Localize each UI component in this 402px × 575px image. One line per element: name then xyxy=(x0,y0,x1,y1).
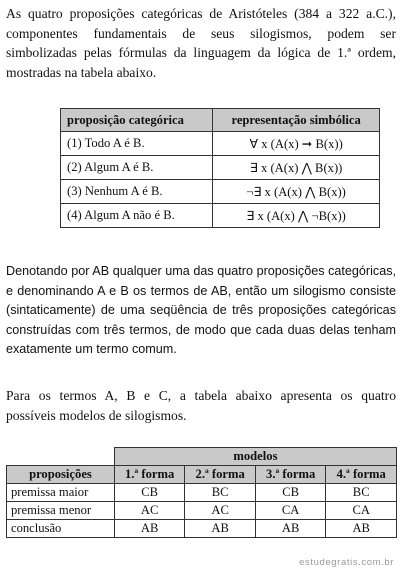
table-cell: BC xyxy=(185,483,256,501)
group-header-row xyxy=(7,448,397,466)
proposition-cell: (2) Algum A é B. xyxy=(61,156,213,180)
propositions-table xyxy=(60,108,380,228)
table-cell: CA xyxy=(326,501,397,519)
symbolic-cell: ∃ x (A(x) ⋀ ¬B(x)) xyxy=(213,204,380,228)
row-header-propositions: proposições xyxy=(7,465,115,483)
table-cell: AB xyxy=(326,519,397,537)
table-header-row xyxy=(61,109,380,132)
definition-line: construídas com três termos, de modo que cada duas delas tenham xyxy=(6,322,396,337)
table-cell: AB xyxy=(114,519,185,537)
column-header-proposition: proposição categórica xyxy=(61,109,213,132)
table-row xyxy=(61,180,380,204)
intro-paragraph xyxy=(6,4,396,82)
proposition-cell: (3) Nenhum A é B. xyxy=(61,180,213,204)
table-cell: CA xyxy=(255,501,326,519)
column-header-form-3: 3.ª forma xyxy=(255,465,326,483)
table-cell: AC xyxy=(185,501,256,519)
proposition-cell: (1) Todo A é B. xyxy=(61,132,213,156)
definition-paragraph xyxy=(6,262,396,360)
column-header-form-1: 1.ª forma xyxy=(114,465,185,483)
intro-line: mostradas na tabela abaixo. xyxy=(6,64,157,80)
table-cell: CB xyxy=(255,483,326,501)
empty-corner-cell xyxy=(7,448,115,466)
column-header-form-2: 2.ª forma xyxy=(185,465,256,483)
proposition-cell: (4) Algum A não é B. xyxy=(61,204,213,228)
table-row xyxy=(61,204,380,228)
table-cell: AB xyxy=(255,519,326,537)
definition-line: e denominando A e B os termos de AB, então um silogismo consiste xyxy=(6,283,396,298)
models-intro-line: Para os termos A, B e C, a tabela abaixo apresenta os quatro xyxy=(6,388,396,403)
watermark: estudegratis.com.br xyxy=(299,557,394,568)
syllogism-models-table xyxy=(6,447,397,538)
intro-line: simbolizadas pelas fórmulas da linguagem da lógica de 1.ª ordem, xyxy=(6,45,396,60)
table-row xyxy=(7,501,397,519)
column-header-row xyxy=(7,465,397,483)
row-label: conclusão xyxy=(7,519,115,537)
models-intro-line: possíveis modelos de silogismos. xyxy=(6,407,187,423)
models-intro-paragraph xyxy=(6,386,396,425)
row-label: premissa menor xyxy=(7,501,115,519)
table-row xyxy=(7,519,397,537)
table-cell: AC xyxy=(114,501,185,519)
column-header-symbolic: representação simbólica xyxy=(213,109,380,132)
table-row xyxy=(61,156,380,180)
table-cell: AB xyxy=(185,519,256,537)
table-cell: CB xyxy=(114,483,185,501)
symbolic-cell: ∀ x (A(x) ➞ B(x)) xyxy=(213,132,380,156)
intro-line: componentes fundamentais de seus silogismos, podem ser xyxy=(6,25,396,41)
table-row xyxy=(7,483,397,501)
definition-line: Denotando por AB qualquer uma das quatro proposições categóricas, xyxy=(6,264,396,278)
row-label: premissa maior xyxy=(7,483,115,501)
table-cell: BC xyxy=(326,483,397,501)
symbolic-cell: ∃ x (A(x) ⋀ B(x)) xyxy=(213,156,380,180)
definition-line: exatamente um termo comum. xyxy=(6,342,177,356)
symbolic-cell: ¬∃ x (A(x) ⋀ B(x)) xyxy=(213,180,380,204)
models-group-header: modelos xyxy=(114,448,396,466)
intro-line: As quatro proposições categóricas de Aristóteles (384 a 322 a.C.), xyxy=(6,6,396,21)
column-header-form-4: 4.ª forma xyxy=(326,465,397,483)
table-row xyxy=(61,132,380,156)
definition-line: (sintaticamente) de uma seqüência de três proposições categóricas xyxy=(6,303,396,317)
